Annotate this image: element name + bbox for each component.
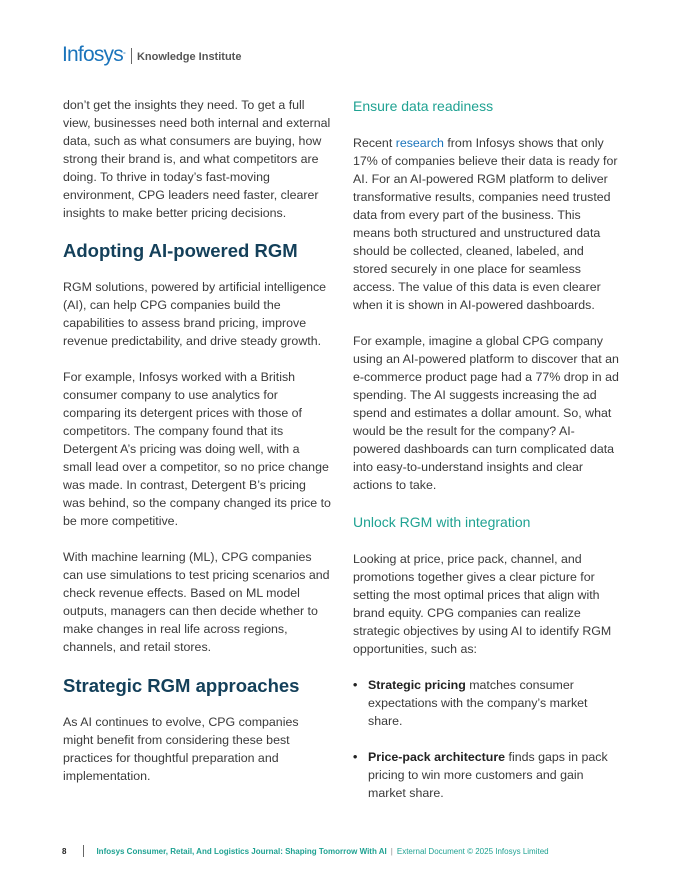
- page-number: 8: [62, 846, 67, 856]
- subsection-heading: Unlock RGM with integration: [353, 514, 531, 530]
- paragraph: don’t get the insights they need. To get a full view, businesses need both internal and external data, such as what consumers are buying, how strong their brand is, and what competitors are doing. To thrive in today’s fast-moving environment, CPG leaders need faster, clearer insights to make better pricing decisions.: [63, 98, 331, 220]
- paragraph: Looking at price, price pack, channel, and promotions together gives a clear picture for setting the most optimal prices that align with brand equity. CPG companies can realize strategic objectives by using AI to identify RGM opportunities, such as:: [353, 552, 612, 656]
- section-heading: Adopting AI-powered RGM: [63, 240, 298, 261]
- journal-title: Infosys Consumer, Retail, And Logistics Journal: Shaping Tomorrow With AI: [96, 846, 387, 856]
- infosys-logo: Infosys°: [62, 43, 125, 66]
- paragraph: RGM solutions, powered by artificial intelligence (AI), can help CPG companies build the capabilities to assess brand pricing, improve revenue predictability, and drive steady growth.: [63, 280, 327, 348]
- page-footer: [62, 845, 549, 857]
- header-subtitle: Knowledge Institute: [136, 51, 242, 63]
- subsection-heading: Ensure data readiness: [353, 98, 494, 114]
- bullet-icon: •: [353, 750, 358, 764]
- section-heading: Strategic RGM approaches: [63, 675, 300, 696]
- bullet-icon: •: [353, 678, 358, 692]
- paragraph: For example, Infosys worked with a British consumer company to use analytics for comparing its detergent prices with those of competitors. The company found that its Detergent A’s pricing was doing well, with a small lead over a competitor, so no price change was made. In contrast, Detergent B’s pricing was behind, so the company changed its price to be more competitive.: [63, 370, 331, 528]
- left-column: [63, 96, 331, 803]
- footer-divider: [83, 845, 84, 857]
- list-item: • Strategic pricing matches consumer expectations with the company’s market share.: [353, 678, 588, 728]
- paragraph: Recent research from Infosys shows that only 17% of companies believe their data is ready for AI. For an AI-powered RGM platform to deliver transformative results, companies need trusted data from every part of the business. This means both structured and unstructured data should be collected, cleaned, labeled, and stored securely in one place for seamless access. The value of this data is even clearer when it is shown in AI-powered dashboards.: [353, 136, 618, 312]
- paragraph: For example, imagine a global CPG company using an AI-powered platform to discover that an e-commerce product page had a 77% drop in ad spending. The AI suggests increasing the ad spend and estimates a dollar amount. So, what would be the result for the company? AI-powered dashboards can turn complicated data into easy-to-understand insights and clear actions to take.: [353, 334, 619, 492]
- bullet-list: [353, 676, 621, 802]
- footer-separator: |: [390, 846, 393, 856]
- copyright-notice: External Document © 2025 Infosys Limited: [396, 846, 549, 856]
- list-item: • Price-pack architecture finds gaps in pack pricing to win more customers and gain market share.: [353, 750, 608, 800]
- paragraph: As AI continues to evolve, CPG companies might benefit from considering these best practices for thoughtful preparation and implementation.: [63, 715, 299, 783]
- header-divider: [131, 48, 132, 64]
- right-column: [353, 96, 621, 820]
- paragraph: With machine learning (ML), CPG companies can use simulations to test pricing scenarios and check revenue effects. Based on ML model outputs, managers can then decide whether to make changes in real life across regions, channels, and retail stores.: [63, 550, 330, 654]
- research-link[interactable]: research: [395, 136, 444, 150]
- page-header: [62, 40, 241, 66]
